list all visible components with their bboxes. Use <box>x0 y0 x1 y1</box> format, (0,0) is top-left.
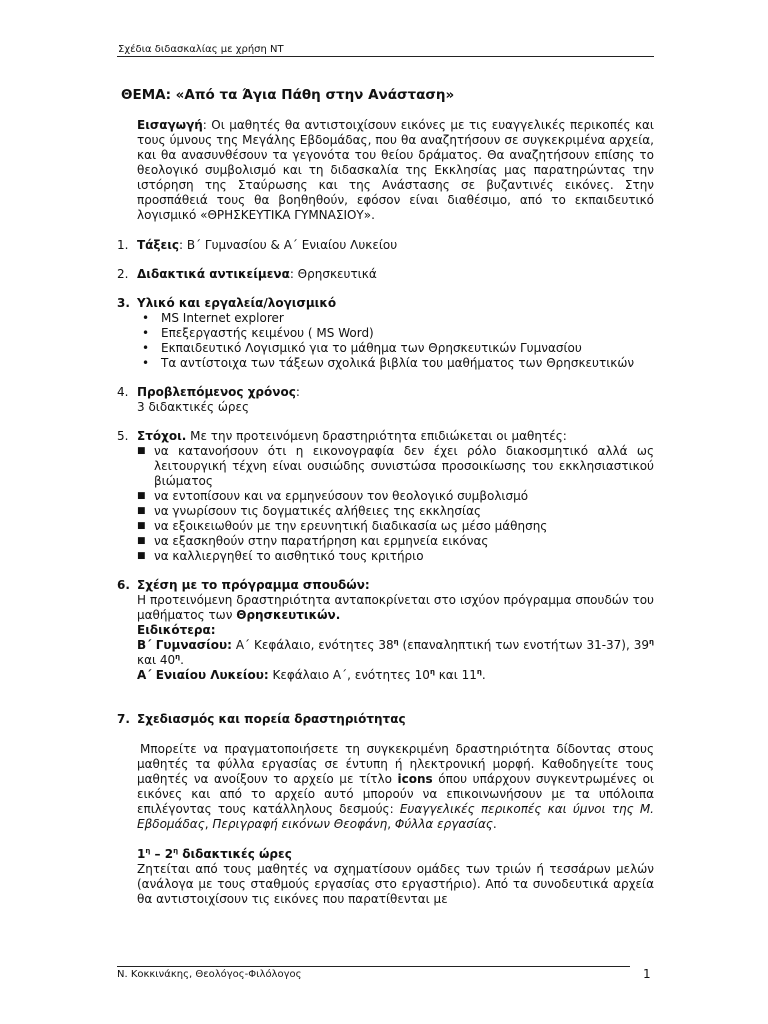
page-number: 1 <box>643 967 651 981</box>
section-label: Υλικό και εργαλεία/λογισμικό <box>137 296 337 310</box>
list-item: ■ να καλλιεργηθεί το αισθητικό τους κριτήριο <box>137 549 424 563</box>
section-subjects <box>117 267 654 282</box>
document-body <box>117 118 654 907</box>
section-text: Με την προτεινόμενη δραστηριότητα επιδιώκεται οι μαθητές: <box>186 429 567 443</box>
goals-list <box>137 444 654 564</box>
square-bullet-icon: ■ <box>137 491 146 501</box>
materials-list <box>137 311 654 371</box>
section-design <box>117 712 654 907</box>
intro-paragraph <box>117 118 654 223</box>
section-number: 1. <box>117 238 129 252</box>
square-bullet-icon: ■ <box>137 536 146 546</box>
lyceum-line: Α΄ Ενιαίου Λυκείου: Κεφάλαιο Α΄, ενότητες $10^\eta$ και $11^\eta$. <box>137 668 486 682</box>
section-text: : Β΄ Γυμνασίου & Α΄ Ενιαίου Λυκείου <box>179 238 398 252</box>
bullet-icon: • <box>142 326 150 340</box>
list-item: ■ να εξασκηθούν στην παρατήρηση και ερμηνεία εικόνας <box>137 534 489 548</box>
specific-label: Ειδικότερα: <box>137 623 216 637</box>
section-number: 3. <box>117 296 130 310</box>
intro-label: Εισαγωγή <box>137 118 203 132</box>
section-label: Σχέση με το πρόγραμμα σπουδών: <box>137 578 370 592</box>
section-number: 6. <box>117 578 130 592</box>
section-classes <box>117 238 654 253</box>
list-item: • Επεξεργαστής κειμένου ( MS Word) <box>142 326 374 340</box>
section-label: Στόχοι. <box>137 429 187 443</box>
section-materials <box>117 296 654 371</box>
footer-rule <box>117 966 630 967</box>
footer-author: Ν. Κοκκινάκης, Θεολόγος-Φιλόλογος <box>117 969 302 980</box>
list-item: ■ να εντοπίσουν και να ερμηνεύσουν τον θεολογικό συμβολισμό <box>137 489 529 503</box>
section-text: 3 διδακτικές ώρες <box>137 400 250 414</box>
hours-heading: $1^\eta - 2^\eta$ διδακτικές ώρες <box>137 847 292 861</box>
section-goals <box>117 429 654 564</box>
section-label: Τάξεις <box>137 238 179 252</box>
square-bullet-icon: ■ <box>137 521 146 531</box>
list-item: ■ να κατανοήσουν ότι η εικονογραφία δεν έχει ρόλο διακοσμητικό αλλά ως λειτουργική τέχνη είναι ουσιώδης συνιστώσα προσοικίωσης του εκκλησιαστικού βιώματος <box>137 444 654 488</box>
header-rule <box>117 56 654 57</box>
list-item: • MS Internet explorer <box>142 311 284 325</box>
section-number: 5. <box>117 429 129 443</box>
section-text: : Θρησκευτικά <box>289 267 377 281</box>
document-title: ΘΕΜΑ: «Από τα Άγια Πάθη στην Ανάσταση» <box>121 87 455 103</box>
square-bullet-icon: ■ <box>137 551 146 561</box>
section-label: Προβλεπόμενος χρόνος <box>137 385 296 399</box>
bullet-icon: • <box>142 341 150 355</box>
section-label: Σχεδιασμός και πορεία δραστηριότητας <box>137 712 406 726</box>
list-item: ■ να εξοικειωθούν με την ερευνητική διαδικασία ως μέσο μάθησης <box>137 519 548 533</box>
intro-text: : Οι μαθητές θα αντιστοιχίσουν εικόνες με τις ευαγγελικές περικοπές και τους ύμνους της Μεγάλης Εβδομάδας, που θα αναζητήσουν σε συγκεκριμένα αρχεία, και θα ανασυνθέσουν τα γεγονότα του θείου δράματος. Θα αναζητήσουν επίσης το θεολογικό συμβολισμό και τη διδασκαλία της Εκκλησίας μας παρατηρώντας την ιστόρηση της Σταύρωσης και της Ανάστασης σε βυζαντινές εικόνες. Στην προσπάθειά τους θα βοηθηθούν, εφόσον είναι διαθέσιμο, από το εκπαιδευτικό λογισμικό «ΘΡΗΣΚΕΥΤΙΚΑ ΓΥΜΝΑΣΙΟΥ». <box>137 118 654 222</box>
hours-paragraph: Ζητείται από τους μαθητές να σχηματίσουν ομάδες των τριών ή τεσσάρων μελών (ανάλογα με τους σταθμούς εργασίας στο εργαστήριο). Από τα συνοδευτικά αρχεία θα αντιστοιχίσουν τις εικόνες που παρατίθενται με <box>137 862 654 906</box>
design-paragraph: Μπορείτε να πραγματοποιήσετε τη συγκεκριμένη δραστηριότητα δίδοντας στους μαθητές τα φύλλα εργασίας σε έντυπη ή ηλεκτρονική μορφή. Καθοδηγείτε τους μαθητές να ανοίξουν το αρχείο με τίτλο icons όπου υπάρχουν συγκεντρωμένες οι εικόνες και από το αρχείο αυτό μπορούν να επικοινωνήσουν με τα υπόλοιπα επιλέγοντας τους κατάλληλους δεσμούς: Ευαγγελικές περικοπές και ύμνοι της Μ. Εβδομάδας, Περιγραφή εικόνων Θεοφάνη, Φύλλα εργασίας. <box>137 742 654 831</box>
square-bullet-icon: ■ <box>137 506 146 516</box>
page-header: Σχέδια διδασκαλίας με χρήση ΝΤ <box>118 44 284 55</box>
list-item: ■ να γνωρίσουν τις δογματικές αλήθειες της εκκλησίας <box>137 504 482 518</box>
section-label: Διδακτικά αντικείμενα <box>137 267 290 281</box>
gymnasium-line: Β΄ Γυμνασίου: Α΄ Κεφάλαιο, ενότητες $38^\eta$ (επαναληπτική των ενοτήτων 31-37), $39^\eta$ και $40^\eta$. <box>137 638 654 667</box>
square-bullet-icon: ■ <box>137 446 146 456</box>
bullet-icon: • <box>142 311 150 325</box>
curriculum-paragraph: Η προτεινόμενη δραστηριότητα ανταποκρίνεται στο ισχύον πρόγραμμα σπουδών του μαθήματος των Θρησκευτικών. <box>137 593 654 622</box>
section-duration <box>117 385 654 415</box>
bullet-icon: • <box>142 356 150 370</box>
section-number: 7. <box>117 712 130 726</box>
section-number: 2. <box>117 267 129 281</box>
section-curriculum <box>117 578 654 683</box>
section-colon: : <box>295 385 300 399</box>
list-item: • Τα αντίστοιχα των τάξεων σχολικά βιβλία του μαθήματος των Θρησκευτικών <box>142 356 635 370</box>
list-item: • Εκπαιδευτικό Λογισμικό για το μάθημα των Θρησκευτικών Γυμνασίου <box>142 341 582 355</box>
section-number: 4. <box>117 385 129 399</box>
